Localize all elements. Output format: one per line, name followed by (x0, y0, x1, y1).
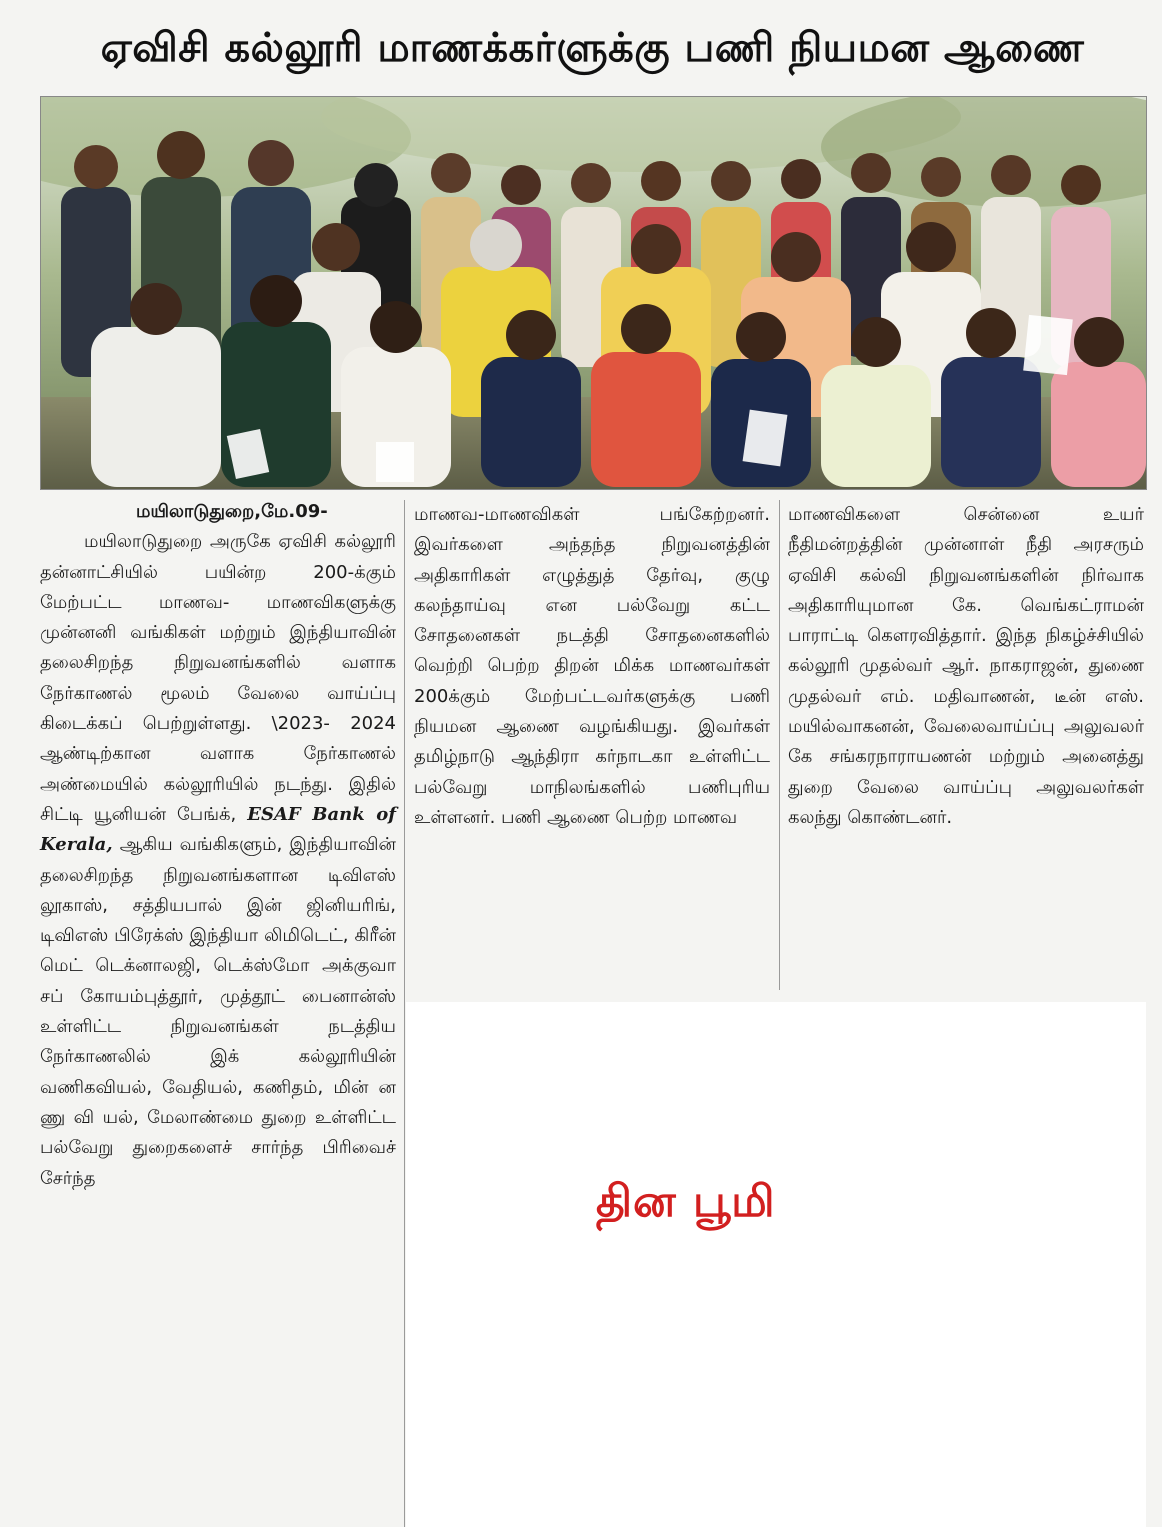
group-photo-illustration (41, 97, 1146, 489)
newspaper-name: தின பூமி (596, 1176, 776, 1227)
column-divider (779, 500, 780, 990)
esaf-bank-name: ESAF Bank of Kerala, (40, 803, 396, 856)
column-1 (40, 497, 396, 1194)
group-photo (40, 96, 1147, 490)
dateline: மயிலாடுதுறை,மே.09- (136, 501, 328, 522)
column-3 (788, 500, 1144, 833)
blank-area (406, 1002, 1146, 1527)
column-1-paragraph (40, 527, 396, 1194)
column-2 (414, 500, 770, 833)
headline: ஏவிசி கல்லூரி மாணக்கர்ளுக்கு பணி நியமன ஆணை (100, 24, 1085, 71)
column-divider (404, 500, 405, 1527)
column-1-text-b: ஆகிய வங்கிகளும், இந்தியாவின் தலைசிறந்த நிறுவனங்களான டிவிஎஸ் லூகாஸ், சத்தியபால் இன் ஜினியரிங், டிவிஎஸ் பிரேக்ஸ் இந்தியா லிமிடெட், கிரீன் மெட் டெக்னாலஜி, டெக்ஸ்மோ அக்குவா சப் கோயம்புத்தூர், முத்தூட் பைனான்ஸ் உள்ளிட்ட நிறுவனங்கள் நடத்திய நேர்காணலில் இக் கல்லூரியின் வணிகவியல், வேதியல், கணிதம், மின் ன ணு வி யல், மேலாண்மை துறை உள்ளிட்ட பல்வேறு துறைகளைச் சார்ந்த பிரிவைச் சேர்ந்த (40, 834, 396, 1189)
column-1-text-a: மயிலாடுதுறை அருகே ஏவிசி கல்லூரி தன்னாட்சியில் பயின்ற 200-க்கும் மேற்பட்ட மாணவ- மாணவிகளுக்கு முன்னனி வங்கிகள் மற்றும் இந்தியாவின் தலைசிறந்த நிறுவனங்களில் வளாக நேர்காணல் மூலம் வேலை வாய்ப்பு கிடைக்கப் பெற்றுள்ளது. \2023- 2024 ஆண்டிற்கான வளாக நேர்காணல் அண்மையில் கல்லூரியில் நடந்து. இதில் சிட்டி யூனியன் பேங்க், (40, 531, 396, 825)
column-2-text: மாணவ-மாணவிகள் பங்கேற்றனர். இவர்களை அந்தந்த நிறுவனத்தின் அதிகாரிகள் எழுத்துத் தேர்வு, குழு கலந்தாய்வு என பல்வேறு கட்ட சோதனைகள் நடத்தி சோதனைகளில் வெற்றி பெற்ற திறன் மிக்க மாணவர்கள் 200க்கும் மேற்பட்டவர்களுக்கு பணி நியமன ஆணை வழங்கியது. இவர்கள் தமிழ்நாடு ஆந்திரா கர்நாடகா உள்ளிட்ட பல்வேறு மாநிலங்களில் பணிபுரிய உள்ளனர். பணி ஆணை பெற்ற மாணவ (414, 504, 770, 828)
column-3-text: மாணவிகளை சென்னை உயர் நீதிமன்றத்தின் முன்னாள் நீதி அரசரும் ஏவிசி கல்வி நிறுவனங்களின் நிர்வாக அதிகாரியுமான கே. வெங்கட்ராமன் பாராட்டி கௌரவித்தார். இந்த நிகழ்ச்சியில் கல்லூரி முதல்வர் ஆர். நாகராஜன், துணை முதல்வர் எம். மதிவாணன், டீன் எஸ். மயில்வாகனன், வேலைவாய்ப்பு அலுவலர் கே சங்கரநாராயணன் மற்றும் அனைத்து துறை வேலை வாய்ப்பு அலுவலர்கள் கலந்து கொண்டனர். (788, 504, 1144, 828)
